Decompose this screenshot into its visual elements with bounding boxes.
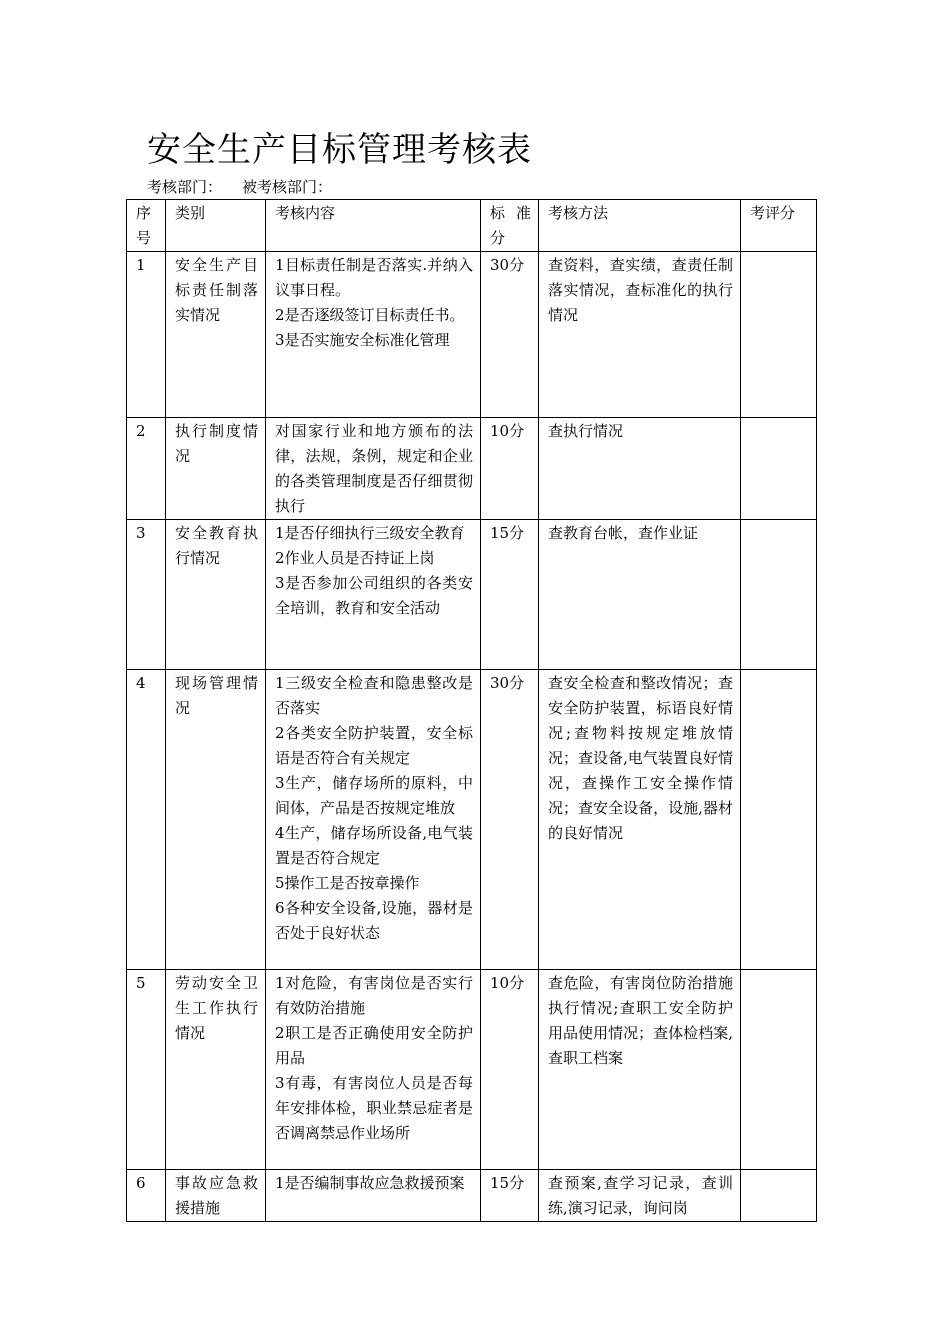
table-row bbox=[127, 520, 817, 670]
row-eval bbox=[741, 418, 817, 520]
table-row bbox=[127, 418, 817, 520]
content-item: 3是否实施安全标准化管理 bbox=[275, 331, 450, 349]
row-content bbox=[266, 252, 481, 418]
row-eval bbox=[741, 970, 817, 1170]
row-category: 事故应急救援措施 bbox=[166, 1170, 266, 1222]
row-score: 30分 bbox=[481, 252, 539, 418]
row-eval bbox=[741, 252, 817, 418]
header-eval: 考评分 bbox=[741, 200, 817, 252]
header-content: 考核内容 bbox=[266, 200, 481, 252]
content-item: 2职工是否正确使用安全防护用品 bbox=[275, 1024, 473, 1067]
row-eval bbox=[741, 670, 817, 970]
row-category: 安全教育执行情况 bbox=[166, 520, 266, 670]
row-score: 10分 bbox=[481, 970, 539, 1170]
dept-label: 考核部门： bbox=[147, 178, 223, 196]
content-item: 1对危险，有害岗位是否实行有效防治措施 bbox=[275, 974, 473, 1017]
row-method: 查资料，查实绩，查责任制落实情况，查标准化的执行情况 bbox=[539, 252, 741, 418]
row-method: 查教育台帐，查作业证 bbox=[539, 520, 741, 670]
row-category: 劳动安全卫生工作执行情况 bbox=[166, 970, 266, 1170]
row-method: 查预案,查学习记录，查训练,演习记录，询问岗 bbox=[539, 1170, 741, 1222]
row-score: 15分 bbox=[481, 1170, 539, 1222]
row-category: 安全生产目标责任制落实情况 bbox=[166, 252, 266, 418]
row-no: 5 bbox=[127, 970, 166, 1170]
content-item: 4生产，储存场所设备,电气装置是否符合规定 bbox=[275, 824, 473, 867]
row-eval bbox=[741, 520, 817, 670]
row-score: 30分 bbox=[481, 670, 539, 970]
row-content: 对国家行业和地方颁布的法律，法规，条例，规定和企业的各类管理制度是否仔细贯彻执行 bbox=[266, 418, 481, 520]
content-item: 3是否参加公司组织的各类安全培训，教育和安全活动 bbox=[275, 574, 473, 617]
content-item: 1是否仔细执行三级安全教育 bbox=[275, 524, 465, 542]
header-score: 标准分 bbox=[481, 200, 539, 252]
content-item: 2各类安全防护装置，安全标语是否符合有关规定 bbox=[275, 724, 473, 767]
assessment-table bbox=[126, 199, 817, 1222]
content-item: 1目标责任制是否落实.并纳入议事日程。 bbox=[275, 256, 473, 299]
content-item: 5操作工是否按章操作 bbox=[275, 874, 420, 892]
assessment-meta bbox=[147, 176, 332, 198]
row-category: 执行制度情况 bbox=[166, 418, 266, 520]
table-row bbox=[127, 252, 817, 418]
content-item: 6各种安全设备,设施，器材是否处于良好状态 bbox=[275, 899, 473, 942]
page-title: 安全生产目标管理考核表 bbox=[147, 130, 532, 170]
row-no: 2 bbox=[127, 418, 166, 520]
content-item: 3有毒，有害岗位人员是否每年安排体检，职业禁忌症者是否调离禁忌作业场所 bbox=[275, 1074, 473, 1142]
row-content: 1是否编制事故应急救援预案 bbox=[266, 1170, 481, 1222]
row-method: 查执行情况 bbox=[539, 418, 741, 520]
content-item: 3生产，储存场所的原料，中间体，产品是否按规定堆放 bbox=[275, 774, 473, 817]
row-content bbox=[266, 670, 481, 970]
table-header-row bbox=[127, 200, 817, 252]
row-category: 现场管理情况 bbox=[166, 670, 266, 970]
row-no: 4 bbox=[127, 670, 166, 970]
assessed-dept-label: 被考核部门： bbox=[242, 178, 333, 196]
header-category: 类别 bbox=[166, 200, 266, 252]
row-content bbox=[266, 520, 481, 670]
content-item: 2作业人员是否持证上岗 bbox=[275, 549, 435, 567]
row-method: 查安全检查和整改情况；查安全防护装置，标语良好情况;查物料按规定堆放情况；查设备,电气装置良好情况，查操作工安全操作情况；查安全设备，设施,器材的良好情况 bbox=[539, 670, 741, 970]
row-no: 6 bbox=[127, 1170, 166, 1222]
row-content bbox=[266, 970, 481, 1170]
content-item: 2是否逐级签订目标责任书。 bbox=[275, 306, 465, 324]
row-no: 3 bbox=[127, 520, 166, 670]
row-score: 15分 bbox=[481, 520, 539, 670]
row-method: 查危险，有害岗位防治措施执行情况;查职工安全防护用品使用情况；查体检档案,查职工档案 bbox=[539, 970, 741, 1170]
header-method: 考核方法 bbox=[539, 200, 741, 252]
table-row bbox=[127, 670, 817, 970]
row-score: 10分 bbox=[481, 418, 539, 520]
table-row bbox=[127, 970, 817, 1170]
header-no: 序号 bbox=[127, 200, 166, 252]
row-no: 1 bbox=[127, 252, 166, 418]
content-item: 1三级安全检查和隐患整改是否落实 bbox=[275, 674, 473, 717]
row-eval bbox=[741, 1170, 817, 1222]
table-row bbox=[127, 1170, 817, 1222]
